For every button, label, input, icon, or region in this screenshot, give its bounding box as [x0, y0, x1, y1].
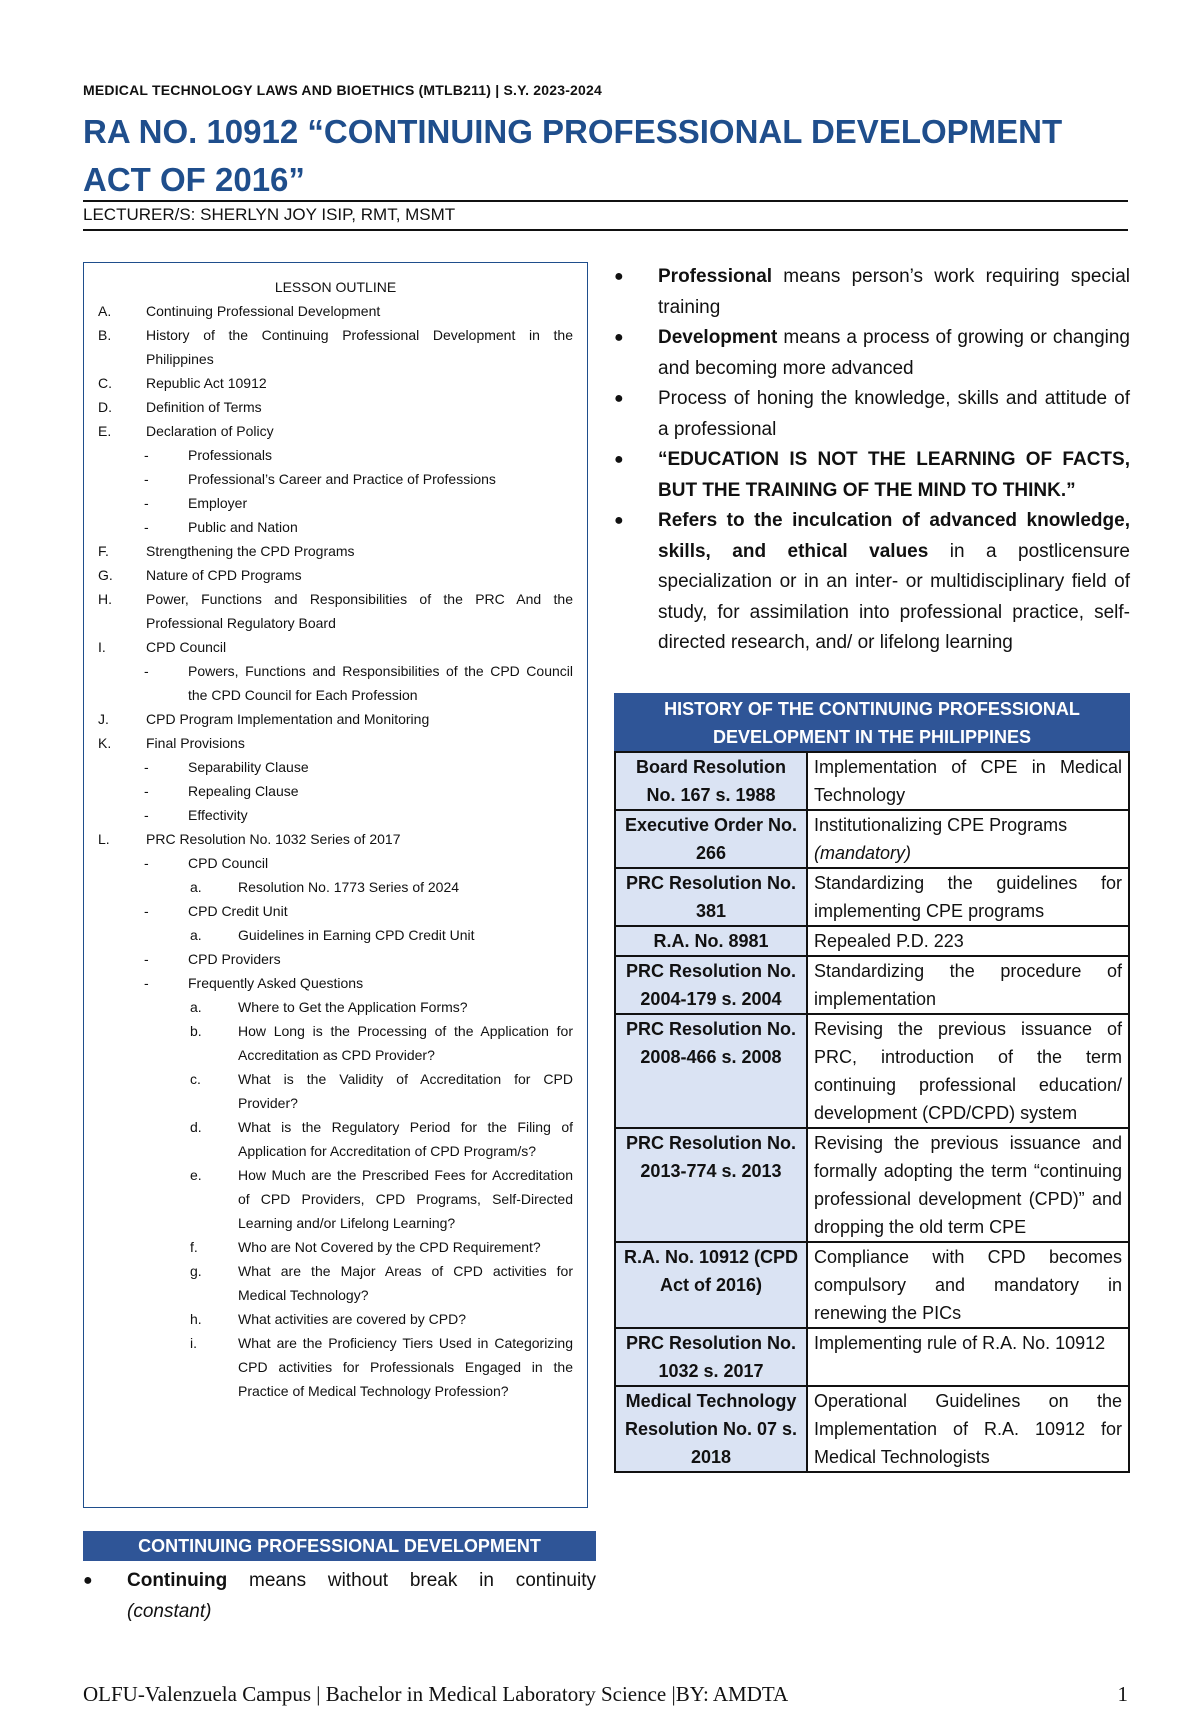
- outline-text: CPD Council: [146, 639, 227, 655]
- outline-marker: a.: [190, 999, 202, 1015]
- outline-marker: B.: [98, 327, 112, 343]
- outline-item: [98, 851, 573, 875]
- outline-text: Nature of CPD Programs: [146, 567, 302, 583]
- outline-text: Power, Functions and Responsibilities of the PRC And the Professional Regulatory Board: [146, 591, 573, 631]
- outline-item: [98, 419, 573, 443]
- history-description-cell: [807, 926, 1129, 956]
- history-row: [615, 1128, 1129, 1242]
- history-description: Implementation of CPE in Medical Technology: [814, 757, 1122, 805]
- outline-item: [98, 491, 573, 515]
- history-description: Operational Guidelines on the Implementation of R.A. 10912 for Medical Technologists: [814, 1391, 1122, 1467]
- outline-marker: K.: [98, 735, 112, 751]
- history-issuance: Board Resolution No. 167 s. 1988: [615, 752, 807, 810]
- outline-marker: F.: [98, 543, 109, 559]
- outline-text: Resolution No. 1773 Series of 2024: [238, 879, 460, 895]
- bullet-item: [614, 506, 1130, 659]
- bullet-item: [83, 1566, 596, 1627]
- outline-item: [98, 299, 573, 323]
- history-description: Revising the previous issuance and formally adopting the term “continuing professional development (CPD)” and dropping the old term CPE: [814, 1133, 1122, 1237]
- cpd-definition-list-left: [83, 1566, 596, 1627]
- history-note: (mandatory): [814, 843, 912, 863]
- history-issuance: PRC Resolution No. 381: [615, 868, 807, 926]
- history-heading: HISTORY OF THE CONTINUING PROFESSIONAL DEVELOPMENT IN THE PHILIPPINES: [614, 693, 1130, 751]
- bullet-dot-icon: ●: [614, 512, 624, 529]
- history-row: [615, 1242, 1129, 1328]
- history-description-cell: [807, 1386, 1129, 1472]
- history-issuance: R.A. No. 8981: [615, 926, 807, 956]
- bullet-text: [658, 262, 1130, 323]
- outline-marker: E.: [98, 423, 112, 439]
- outline-item: [98, 731, 573, 755]
- history-description: Revising the previous issuance of PRC, introduction of the term continuing professional education/ development (CPD/CPD) system: [814, 1019, 1122, 1123]
- outline-marker: -: [144, 663, 149, 679]
- outline-item: [98, 1067, 573, 1115]
- outline-marker: -: [144, 975, 149, 991]
- outline-text: Employer: [188, 495, 248, 511]
- outline-text: Definition of Terms: [146, 399, 262, 415]
- cpd-section-heading: CONTINUING PROFESSIONAL DEVELOPMENT: [83, 1531, 596, 1561]
- outline-text: Professional’s Career and Practice of Professions: [188, 471, 496, 487]
- outline-text: What is the Regulatory Period for the Filing of Application for Accreditation of CPD Program/s?: [238, 1119, 573, 1159]
- bullet-dot-icon: ●: [614, 329, 624, 346]
- bullet-definition: means a process of growing or changing and becoming more advanced: [658, 327, 1130, 379]
- history-row: [615, 810, 1129, 868]
- history-description-cell: [807, 1242, 1129, 1328]
- outline-marker: -: [144, 471, 149, 487]
- outline-marker: I.: [98, 639, 106, 655]
- outline-item: [98, 443, 573, 467]
- outline-item: [98, 779, 573, 803]
- outline-marker: c.: [190, 1071, 201, 1087]
- bullet-text: [127, 1566, 596, 1627]
- cpd-definition-list-right: [614, 262, 1130, 659]
- history-description: Repealed P.D. 223: [814, 931, 964, 951]
- outline-marker: -: [144, 759, 149, 775]
- course-line: MEDICAL TECHNOLOGY LAWS AND BIOETHICS (MTLB211) | S.Y. 2023-2024: [83, 82, 603, 98]
- outline-marker: -: [144, 519, 149, 535]
- bullet-text: [658, 445, 1130, 506]
- history-issuance: PRC Resolution No. 2013-774 s. 2013: [615, 1128, 807, 1242]
- bullet-item: [614, 262, 1130, 323]
- outline-text: Separability Clause: [188, 759, 309, 775]
- outline-marker: b.: [190, 1023, 202, 1039]
- outline-text: PRC Resolution No. 1032 Series of 2017: [146, 831, 401, 847]
- outline-marker: -: [144, 855, 149, 871]
- outline-marker: -: [144, 807, 149, 823]
- title-rule: [83, 200, 1128, 202]
- outline-text: Public and Nation: [188, 519, 298, 535]
- outline-text: What are the Major Areas of CPD activities for Medical Technology?: [238, 1263, 573, 1303]
- outline-text: Powers, Functions and Responsibilities of the CPD Council the CPD Council for Each Profession: [188, 663, 573, 703]
- outline-text: How Much are the Prescribed Fees for Accreditation of CPD Providers, CPD Programs, Self-Directed Learning and/or Lifelong Learning?: [238, 1167, 573, 1231]
- history-row: [615, 1386, 1129, 1472]
- bullet-dot-icon: ●: [614, 390, 624, 407]
- outline-marker: f.: [190, 1239, 198, 1255]
- history-issuance: PRC Resolution No. 1032 s. 2017: [615, 1328, 807, 1386]
- outline-marker: -: [144, 783, 149, 799]
- outline-marker: -: [144, 447, 149, 463]
- bullet-note: (constant): [127, 1600, 212, 1622]
- outline-marker: H.: [98, 591, 112, 607]
- history-table: [614, 751, 1130, 1473]
- bullet-definition: means person’s work requiring special training: [658, 266, 1130, 318]
- outline-item: [98, 1115, 573, 1163]
- history-description-cell: [807, 868, 1129, 926]
- outline-item: [98, 1307, 573, 1331]
- outline-item: [98, 395, 573, 419]
- history-description-cell: [807, 956, 1129, 1014]
- outline-text: CPD Program Implementation and Monitoring: [146, 711, 430, 727]
- bullet-dot-icon: ●: [83, 1572, 93, 1589]
- outline-item: [98, 371, 573, 395]
- outline-item: [98, 515, 573, 539]
- bullet-item: [614, 323, 1130, 384]
- history-description-cell: [807, 810, 1129, 868]
- history-row: [615, 868, 1129, 926]
- page-title: RA NO. 10912 “CONTINUING PROFESSIONAL DEVELOPMENT ACT OF 2016”: [83, 113, 1063, 198]
- history-issuance: Executive Order No. 266: [615, 810, 807, 868]
- outline-text: Professionals: [188, 447, 273, 463]
- outline-item: [98, 707, 573, 731]
- history-description: Implementing rule of R.A. No. 10912: [814, 1333, 1106, 1353]
- history-row: [615, 956, 1129, 1014]
- outline-text: Where to Get the Application Forms?: [238, 999, 468, 1015]
- outline-text: Guidelines in Earning CPD Credit Unit: [238, 927, 475, 943]
- outline-marker: J.: [98, 711, 109, 727]
- outline-marker: C.: [98, 375, 112, 391]
- bullet-dot-icon: ●: [614, 268, 624, 285]
- outline-text: CPD Council: [188, 855, 269, 871]
- history-issuance: PRC Resolution No. 2004-179 s. 2004: [615, 956, 807, 1014]
- outline-item: [98, 1259, 573, 1307]
- outline-text: Strengthening the CPD Programs: [146, 543, 355, 559]
- history-description: Compliance with CPD becomes compulsory and mandatory in renewing the PICs: [814, 1247, 1122, 1323]
- bullet-term: “EDUCATION IS NOT THE LEARNING OF FACTS, BUT THE TRAINING OF THE MIND TO THINK.”: [658, 449, 1130, 501]
- bullet-term: Continuing: [127, 1570, 228, 1591]
- outline-item: [98, 923, 573, 947]
- outline-item: [98, 539, 573, 563]
- outline-marker: -: [144, 903, 149, 919]
- history-description-cell: [807, 1014, 1129, 1128]
- outline-marker: A.: [98, 303, 112, 319]
- history-description-cell: [807, 752, 1129, 810]
- outline-marker: e.: [190, 1167, 202, 1183]
- outline-item: [98, 467, 573, 491]
- outline-item: [98, 875, 573, 899]
- outline-marker: g.: [190, 1263, 202, 1279]
- bullet-item: [614, 445, 1130, 506]
- outline-text: What are the Proficiency Tiers Used in Categorizing CPD activities for Professionals Engaged in the Practice of Medical Technology Profession?: [238, 1335, 573, 1399]
- outline-marker: G.: [98, 567, 113, 583]
- history-issuance: Medical Technology Resolution No. 07 s. 2018: [615, 1386, 807, 1472]
- outline-text: Final Provisions: [146, 735, 245, 751]
- bullet-item: [614, 384, 1130, 445]
- outline-item: [98, 1331, 573, 1403]
- outline-marker: d.: [190, 1119, 202, 1135]
- history-row: [615, 1328, 1129, 1386]
- outline-marker: D.: [98, 399, 112, 415]
- outline-item: [98, 587, 573, 635]
- outline-marker: a.: [190, 879, 202, 895]
- outline-text: Effectivity: [188, 807, 248, 823]
- bullet-term: Refers to the inculcation of advanced knowledge, skills, and ethical values: [658, 510, 1130, 562]
- history-row: [615, 1014, 1129, 1128]
- outline-text: History of the Continuing Professional Development in the Philippines: [146, 327, 573, 367]
- lecturer-rule: [83, 229, 1128, 231]
- outline-item: [98, 899, 573, 923]
- outline-item: [98, 971, 573, 995]
- lecturer-line: LECTURER/S: SHERLYN JOY ISIP, RMT, MSMT: [83, 205, 456, 224]
- outline-item: [98, 1163, 573, 1235]
- footer-text: OLFU-Valenzuela Campus | Bachelor in Medical Laboratory Science |BY: AMDTA: [83, 1682, 789, 1706]
- bullet-term: Professional: [658, 266, 773, 287]
- outline-marker: L.: [98, 831, 110, 847]
- outline-title: LESSON OUTLINE: [274, 279, 397, 295]
- outline-item: [98, 563, 573, 587]
- outline-text: Repealing Clause: [188, 783, 299, 799]
- history-description: Standardizing the guidelines for implementing CPE programs: [814, 873, 1122, 921]
- outline-list: [98, 299, 573, 1403]
- outline-text: What activities are covered by CPD?: [238, 1311, 466, 1327]
- outline-item: [98, 1235, 573, 1259]
- outline-item: [98, 635, 573, 659]
- outline-text: Continuing Professional Development: [146, 303, 381, 319]
- outline-item: [98, 827, 573, 851]
- outline-item: [98, 995, 573, 1019]
- history-issuance: PRC Resolution No. 2008-466 s. 2008: [615, 1014, 807, 1128]
- outline-marker: a.: [190, 927, 202, 943]
- outline-text: Declaration of Policy: [146, 423, 274, 439]
- history-description-cell: [807, 1328, 1129, 1386]
- history-issuance: R.A. No. 10912 (CPD Act of 2016): [615, 1242, 807, 1328]
- outline-item: [98, 755, 573, 779]
- outline-text: How Long is the Processing of the Application for Accreditation as CPD Provider?: [238, 1023, 573, 1063]
- outline-marker: h.: [190, 1311, 202, 1327]
- bullet-text: [658, 506, 1130, 659]
- outline-marker: -: [144, 495, 149, 511]
- history-row: [615, 752, 1129, 810]
- outline-text: Who are Not Covered by the CPD Requirement?: [238, 1239, 541, 1255]
- history-description-cell: [807, 1128, 1129, 1242]
- page-number: 1: [1117, 1682, 1128, 1706]
- page-footer: [83, 1682, 1128, 1707]
- bullet-definition: in a postlicensure specialization or in an inter- or multidisciplinary field of study, for assimilation into professional practice, self-directed research, and/ or lifelong learning: [658, 540, 1130, 653]
- outline-text: CPD Credit Unit: [188, 903, 288, 919]
- bullet-text: [658, 323, 1130, 384]
- outline-text: Frequently Asked Questions: [188, 975, 364, 991]
- bullet-text: [658, 384, 1130, 445]
- outline-marker: -: [144, 951, 149, 967]
- lesson-outline-box: [83, 262, 588, 1508]
- outline-item: [98, 323, 573, 371]
- outline-marker: i.: [190, 1335, 197, 1351]
- outline-text: Republic Act 10912: [146, 375, 267, 391]
- outline-item: [98, 1019, 573, 1067]
- history-row: [615, 926, 1129, 956]
- outline-item: [98, 803, 573, 827]
- bullet-dot-icon: ●: [614, 451, 624, 468]
- bullet-definition: Process of honing the knowledge, skills and attitude of a professional: [658, 388, 1130, 440]
- bullet-term: Development: [658, 327, 778, 348]
- outline-item: [98, 659, 573, 707]
- outline-text: CPD Providers: [188, 951, 281, 967]
- history-description: Standardizing the procedure of implementation: [814, 961, 1122, 1009]
- outline-text: What is the Validity of Accreditation for CPD Provider?: [238, 1071, 573, 1111]
- outline-item: [98, 947, 573, 971]
- bullet-definition: means without break in continuity: [227, 1570, 596, 1591]
- history-description: Institutionalizing CPE Programs: [814, 815, 1068, 835]
